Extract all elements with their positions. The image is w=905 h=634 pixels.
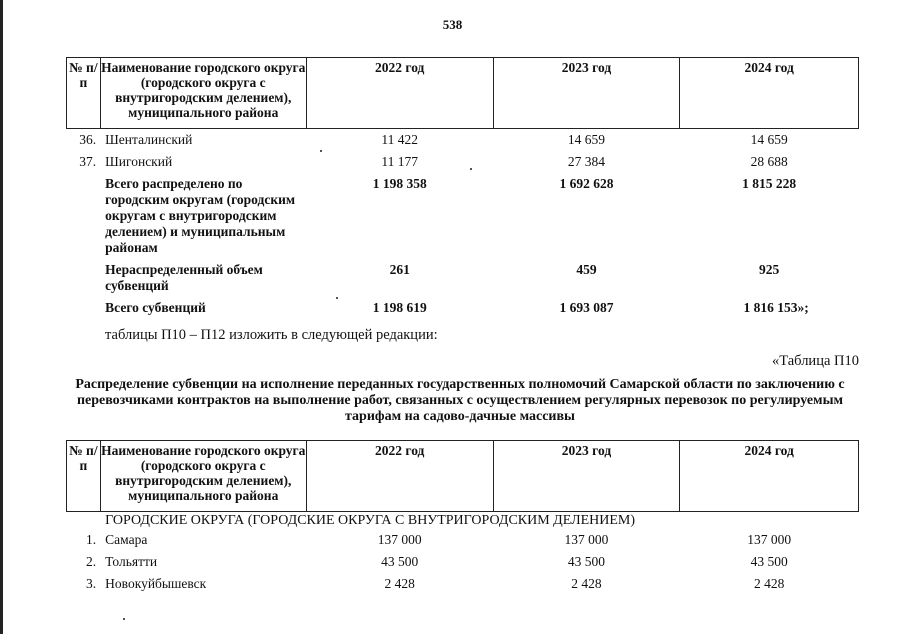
section-heading: ГОРОДСКИЕ ОКРУГА (ГОРОДСКИЕ ОКРУГА С ВНУТРИГОРОДСКИМ ДЕЛЕНИЕМ) — [105, 513, 636, 528]
total-distributed-row — [67, 173, 859, 259]
col-2024-header: 2024 год — [680, 58, 859, 129]
total-subventions-2023: 1 693 087 — [559, 300, 614, 315]
undistributed-row — [67, 259, 859, 297]
value-2023: 2 428 — [571, 576, 602, 591]
value-2022: 2 428 — [384, 576, 415, 591]
total-subventions-2022: 1 198 619 — [372, 300, 427, 315]
value-2022: 137 000 — [377, 532, 422, 547]
row-number: 37. — [79, 154, 97, 169]
value-2022: 11 177 — [381, 154, 419, 169]
table-row — [67, 551, 859, 573]
row-name: Шигонский — [105, 154, 173, 169]
col-2023-header: 2023 год — [493, 58, 680, 129]
scan-speck — [320, 150, 322, 152]
undistributed-2022: 261 — [389, 262, 410, 277]
scan-edge — [0, 0, 3, 634]
row-name: Самара — [105, 532, 148, 547]
subvention-table-p10 — [66, 440, 859, 595]
scan-speck — [470, 168, 472, 170]
subvention-table-continued — [66, 57, 859, 319]
table-caption: «Таблица П10 — [772, 353, 859, 369]
table-row — [67, 529, 859, 551]
row-name: Тольятти — [105, 554, 158, 569]
total-distributed-2022: 1 198 358 — [372, 176, 427, 191]
value-2024: 137 000 — [747, 532, 792, 547]
undistributed-2023: 459 — [576, 262, 597, 277]
undistributed-2024: 925 — [759, 262, 780, 277]
value-2024: 28 688 — [750, 154, 788, 169]
value-2024: 43 500 — [750, 554, 788, 569]
value-2024: 2 428 — [753, 576, 785, 591]
table-header — [67, 58, 859, 129]
value-2024: 14 659 — [750, 132, 788, 147]
scan-speck — [336, 297, 338, 299]
row-name: Шенталинский — [105, 132, 193, 147]
total-subventions-row — [67, 297, 859, 319]
scan-speck — [123, 618, 125, 620]
col-2024-header: 2024 год — [680, 441, 859, 512]
value-2023: 43 500 — [567, 554, 606, 569]
value-2023: 137 000 — [564, 532, 609, 547]
row-number: 2. — [86, 554, 97, 569]
col-name-header: Наименование городского округа (городского округа с внутригородским делением), муниципального района — [100, 58, 306, 129]
col-num-header: № п/п — [67, 441, 101, 512]
total-subventions-label: Всего субвенций — [105, 300, 206, 315]
intro-text: таблицы П10 – П12 изложить в следующей редакции: — [105, 327, 438, 343]
page-number: 538 — [442, 17, 463, 32]
section-heading-row — [67, 512, 859, 530]
table-row — [67, 573, 859, 595]
undistributed-label: Нераспределенный объем субвенций — [105, 262, 263, 293]
value-2022: 11 422 — [381, 132, 419, 147]
total-distributed-2023: 1 692 628 — [559, 176, 614, 191]
row-number: 1. — [86, 532, 97, 547]
col-2022-header: 2022 год — [306, 441, 493, 512]
total-distributed-2024: 1 815 228 — [742, 176, 797, 191]
table-row — [67, 129, 859, 152]
col-name-header: Наименование городского округа (городского округа с внутригородским делением), муниципального района — [100, 441, 306, 512]
table-row — [67, 151, 859, 173]
col-num-header: № п/п — [67, 58, 101, 129]
col-2022-header: 2022 год — [306, 58, 493, 129]
row-number: 3. — [86, 576, 97, 591]
value-2023: 27 384 — [567, 154, 606, 169]
value-2023: 14 659 — [567, 132, 606, 147]
table-header — [67, 441, 859, 512]
value-2022: 43 500 — [381, 554, 419, 569]
total-distributed-label: Всего распределено по городским округам (городским округам с внутригородским делением) и муниципальным районам — [105, 176, 296, 255]
col-2023-header: 2023 год — [493, 441, 680, 512]
row-name: Новокуйбышевск — [105, 576, 207, 591]
table-title: Распределение субвенции на исполнение переданных государственных полномочий Самарской области по заключению с перевозчиками контрактов на выполнение работ, связанных с осуществлением регулярных перевозок по регулируемым тарифам на садово-дачные массивы — [75, 377, 845, 424]
row-number: 36. — [79, 132, 97, 147]
total-subventions-2024: 1 816 153»; — [743, 300, 809, 315]
